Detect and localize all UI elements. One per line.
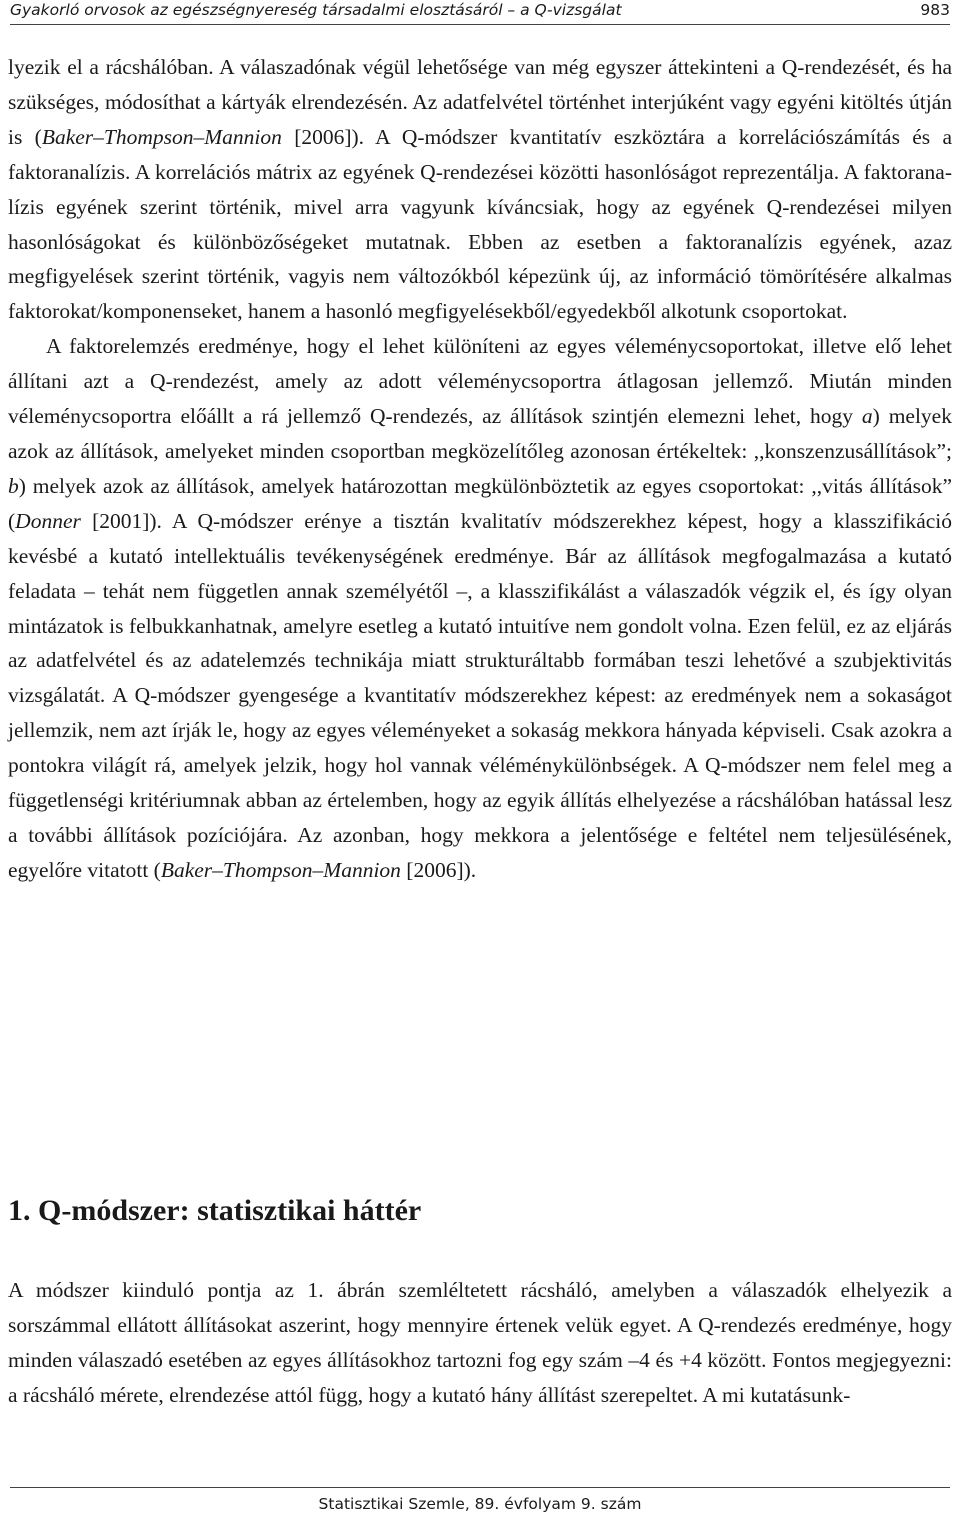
citation-author: Baker–Thompson–Mannion — [160, 857, 401, 882]
page-number: 983 — [920, 1, 950, 19]
section-heading: 1. Q-módszer: statisztikai háttér — [8, 1194, 422, 1227]
running-title: Gyakorló orvosok az egészségnyereség társadalmi elosztásáról – a Q-vizsgálat — [10, 1, 622, 19]
paragraph-continued: lyezik el a rácshálóban. A válaszadónak végül lehetősége van még egyszer áttekinteni a Q-rendezését, és ha szükséges, módosíthat a kártyák elrendezésén. Az adatfelvétel történhet interjúként vagy egyéni kitöltés útján is (Baker–Thompson–Mannion [2006]). A Q-módszer kvantitatív eszköztára a korrelációszámítás és a faktoranalízis. A korrelációs mátrix az egyének Q-rendezései közötti hasonlóságot reprezentálja. A faktoranalízis egyének szerint történik, mivel arra vagyunk kíváncsiak, hogy az egyének Q-rendezései milyen hasonlóságokat és különbözőségeket mutatnak. Ebben az esetben a faktoranalízis egyének, azaz megfigyelések szerint történik, vagyis nem változókból képezünk új, az információ tömörítésére alkalmas faktorokat/komponenseket, hanem a hasonló megfigyelésekből/egyedekből alkotunk csoportokat. — [8, 55, 953, 324]
journal-footer: Statisztikai Szemle, 89. évfolyam 9. szám — [318, 1495, 642, 1513]
footer-divider — [10, 1487, 950, 1488]
running-header — [10, 0, 950, 25]
paragraph-factor-analysis: A faktorelemzés eredménye, hogy el lehet különíteni az egyes véleménycsoportokat, illetve elő lehet állítani azt a Q-rendezést, amely az adott véleménycsoportra átlagosan jellemző. Miután minden véleménycsoportra előállt a rá jellemző Q-rendezés, az állítások szintjén elemezni lehet, hogy a) melyek azok az állítások, amelyeket minden csoportban megközelítőleg azonosan értékeltek: ,,konszenzusállítások”; b) melyek azok az állítások, amelyek határozottan megkülönböztetik az egyes csoportokat: ,,vitás állítások” (Donner [2001]). A Q-módszer erénye a tisztán kvalitatív módszerekhez képest, hogy a klasszifikáció kevésbé a kutató intellektuális tevékenységének eredménye. Bár az állítások megfogalmazása a kutató feladata – tehát nem független annak személyétől –, a klasszifikálást a válaszadók végzik el, és így olyan mintázatok is felbukkanhatnak, amelyre esetleg a kutató intuitíve nem gondolt volna. Ezen felül, ez az eljárás az adatfelvétel és az adatelemzés technikája miatt strukturáltabb formában teszi lehetővé a szubjektivitás vizsgálatát. A Q-módszer gyengesége a kvantitatív módszerekhez képest: az eredmények nem a sokaságot jellemzik, nem azt írják le, hogy az egyes véleményeket a sokaság mekkora hányada képviseli. Csak azokra a pontokra világít rá, amelyek jelzik, hogy hol vannak véléménykülönbségek. A Q-módszer nem felel meg a függetlenségi kritériumnak abban az értelemben, hogy az egyik állítás elhelyezése a rácshálóban hatással lesz a további állítások pozíciójára. Az azonban, hogy mekkora a jelentősége e feltétel nem teljesülésének, egyelőre vitatott (Baker–Thompson–Mannion [2006]). — [8, 334, 952, 882]
body-text-upper — [8, 50, 952, 888]
citation-author: Donner — [15, 508, 81, 533]
citation-author: Baker–Thompson–Mannion — [41, 124, 282, 149]
body-text-lower — [8, 1273, 952, 1413]
paragraph-method-start: A módszer kiinduló pontja az 1. ábrán szemléltetett rácsháló, amelyben a válaszadók elhelyezik a sorszámmal ellátott állításokat aszerint, hogy mennyire értenek velük egyet. A Q-rendezés eredménye, hogy minden válaszadó esetében az egyes állításokhoz tartozni fog egy szám –4 és +4 között. Fontos megjegyezni: a rácsháló mérete, elrendezése attól függ, hogy a kutató hány állítást szerepeltet. A mi kutatásunk- — [8, 1278, 952, 1407]
